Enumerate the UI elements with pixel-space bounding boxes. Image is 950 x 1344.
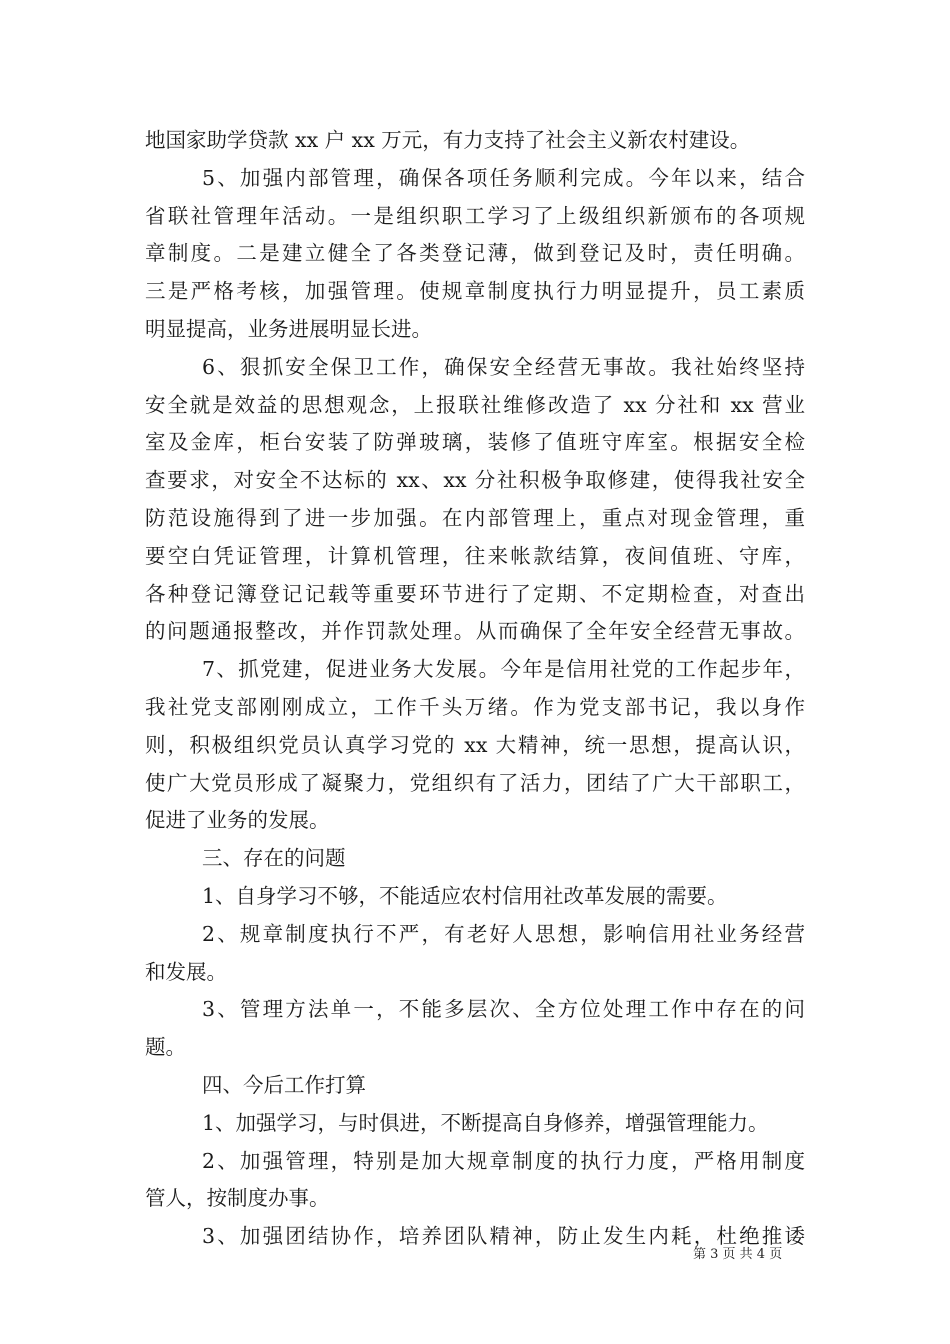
text-line: 防范设施得到了进一步加强。在内部管理上，重点对现金管理，重 xyxy=(145,505,805,530)
text-line: 的问题通报整改，并作罚款处理。从而确保了全年安全经营无事故。 xyxy=(145,619,805,644)
text-line: 管人，按制度办事。 xyxy=(145,1186,330,1211)
text-line: 明显提高，业务进展明显长进。 xyxy=(145,316,432,341)
text-line: 章制度。二是建立健全了各类登记薄，做到登记及时，责任明确。 xyxy=(145,241,805,266)
text-line: 促进了业务的发展。 xyxy=(145,808,330,833)
text-line: 省联社管理年活动。一是组织职工学习了上级组织新颁布的各项规 xyxy=(145,203,805,228)
text-line: 和发展。 xyxy=(145,959,227,984)
text-line: 1、加强学习，与时俱进，不断提高自身修养，增强管理能力。 xyxy=(202,1110,769,1135)
text-line: 则，积极组织党员认真学习党的 xx 大精神，统一思想，提高认识， xyxy=(145,732,805,757)
text-line: 安全就是效益的思想观念，上报联社维修改造了 xx 分社和 xx 营业 xyxy=(145,392,805,417)
text-line: 5、加强内部管理，确保各项任务顺利完成。今年以来，结合 xyxy=(202,165,805,190)
page-number-footer: 第 3 页 共 4 页 xyxy=(693,1247,783,1262)
text-line: 题。 xyxy=(145,1035,186,1060)
document-body xyxy=(145,122,805,1256)
text-line: 查要求，对安全不达标的 xx、xx 分社积极争取修建，使得我社安全 xyxy=(145,468,805,493)
text-line: 地国家助学贷款 xx 户 xx 万元，有力支持了社会主义新农村建设。 xyxy=(145,128,751,152)
text-line: 三、存在的问题 xyxy=(202,846,346,871)
text-line: 6、狠抓安全保卫工作，确保安全经营无事故。我社始终坚持 xyxy=(202,354,805,379)
text-line: 3、加强团结协作，培养团队精神，防止发生内耗，杜绝推诿 xyxy=(202,1224,805,1249)
text-line: 1、自身学习不够，不能适应农村信用社改革发展的需要。 xyxy=(202,883,728,908)
text-line: 使广大党员形成了凝聚力，党组织有了活力，团结了广大干部职工， xyxy=(145,770,805,795)
text-line: 2、规章制度执行不严，有老好人思想，影响信用社业务经营 xyxy=(202,921,805,946)
text-line: 要空白凭证管理，计算机管理，往来帐款结算，夜间值班、守库， xyxy=(145,543,805,568)
text-line: 三是严格考核，加强管理。使规章制度执行力明显提升，员工素质 xyxy=(145,279,805,304)
text-line: 2、加强管理，特别是加大规章制度的执行力度，严格用制度 xyxy=(202,1148,805,1173)
text-line: 四、今后工作打算 xyxy=(202,1072,366,1097)
text-line: 7、抓党建，促进业务大发展。今年是信用社党的工作起步年， xyxy=(202,657,805,682)
text-line: 室及金库，柜台安装了防弹玻璃，装修了值班守库室。根据安全检 xyxy=(145,430,805,455)
text-line: 我社党支部刚刚成立，工作千头万绪。作为党支部书记，我以身作 xyxy=(145,694,805,719)
text-line: 3、管理方法单一，不能多层次、全方位处理工作中存在的问 xyxy=(202,997,805,1022)
text-line: 各种登记簿登记记载等重要环节进行了定期、不定期检查，对查出 xyxy=(145,581,805,606)
